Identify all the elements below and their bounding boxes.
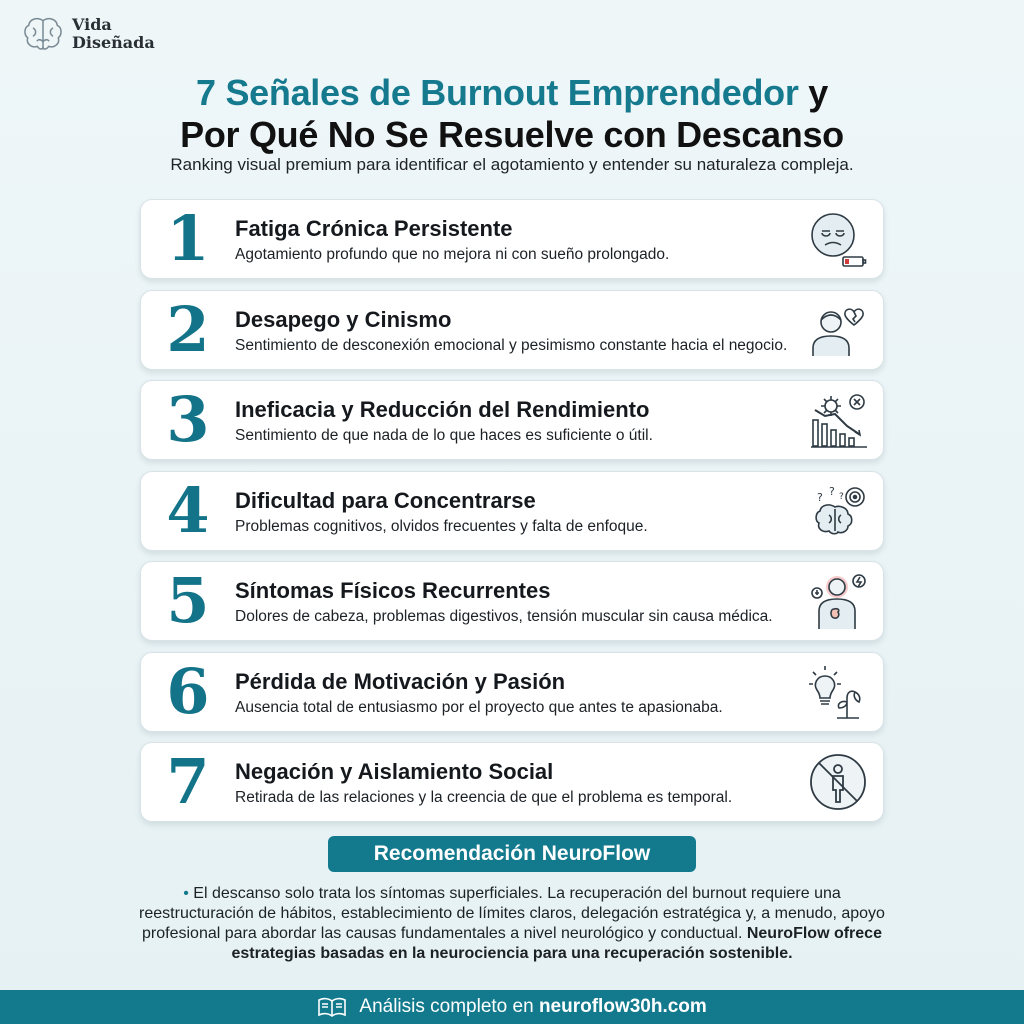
body-pain-icon [807,571,869,631]
footer [0,990,1024,1024]
sign-number: 5 [166,564,210,637]
sign-number: 6 [166,654,210,728]
tired-face-low-battery-icon [807,209,869,269]
sign-number: 4 [166,473,210,547]
svg-text:?: ? [839,491,844,502]
lightbulb-wilted-plant-icon [807,662,869,722]
brand-line2: Diseñada [72,33,155,52]
sign-number: 7 [166,745,210,818]
sign-description: Dolores de cabeza, problemas digestivos, tensión muscular sin causa médica. [235,608,773,625]
sign-number: 1 [166,202,210,275]
recommendation-label: Recomendación NeuroFlow [328,836,696,872]
sign-title: Negación y Aislamiento Social [235,759,554,784]
sign-number: 3 [166,383,210,456]
sign-title: Síntomas Físicos Recurrentes [235,578,551,603]
sign-description: Ausencia total de entusiasmo por el proyecto que antes te apasionaba. [235,698,723,716]
sign-card [140,290,884,370]
recommendation-body: El descanso solo trata los síntomas superficiales. La recuperación del burnout requiere una reestructuración de hábitos, establecimiento de límites claros, delegación estratégica y, a menudo, apoyo profesional para abordar las causas fundamentales a nivel neurológico y conductual. [139,885,885,942]
isolated-person-icon [807,752,869,812]
sign-title: Pérdida de Motivación y Pasión [235,668,566,694]
sign-title: Desapego y Cinismo [235,306,452,332]
footer-prefix: Análisis completo en [359,996,534,1017]
sign-card [140,561,884,641]
brand-name [72,16,155,52]
signs-list [140,199,884,833]
sign-card [140,742,884,822]
sign-number: 2 [166,292,210,366]
title-line2: Por Qué No Se Resuelve con Descanso [180,114,844,155]
person-broken-heart-icon [807,300,869,360]
recommendation-bold: NeuroFlow ofrece estrategias basadas en la neurociencia para una recuperación sostenible. [231,925,882,962]
svg-text:?: ? [829,484,835,498]
brand-line1: Vida [72,15,112,34]
sign-description: Problemas cognitivos, olvidos frecuentes y falta de enfoque. [235,517,648,535]
recommendation-text [130,884,894,964]
sign-card [140,380,884,460]
sign-title: Ineficacia y Reducción del Rendimiento [235,397,650,422]
sign-card [140,652,884,732]
svg-text:?: ? [817,490,823,504]
sign-title: Dificultad para Concentrarse [235,487,536,513]
sign-description: Agotamiento profundo que no mejora ni con sueño prolongado. [235,246,670,263]
page-subtitle: Ranking visual premium para identificar el agotamiento y entender su naturaleza compleja. [170,155,854,174]
brain-question-target-icon [807,481,869,541]
declining-chart-gear-icon [807,390,869,450]
page-title [0,72,1024,156]
sign-description: Retirada de las relaciones y la creencia de que el problema es temporal. [235,789,733,806]
sign-description: Sentimiento de desconexión emocional y pesimismo constante hacia el negocio. [235,336,788,354]
title-accent: 7 Señales de Burnout Emprendedor [196,72,799,113]
sign-description: Sentimiento de que nada de lo que haces es suficiente o útil. [235,427,653,444]
sign-title: Fatiga Crónica Persistente [235,216,513,241]
footer-link[interactable]: neuroflow30h.com [538,996,707,1017]
sign-card [140,471,884,551]
brand [22,14,155,54]
title-and: y [808,72,828,113]
brain-icon [22,14,64,54]
sign-card [140,199,884,279]
bullet: • [183,885,189,902]
open-book-icon [317,996,347,1018]
